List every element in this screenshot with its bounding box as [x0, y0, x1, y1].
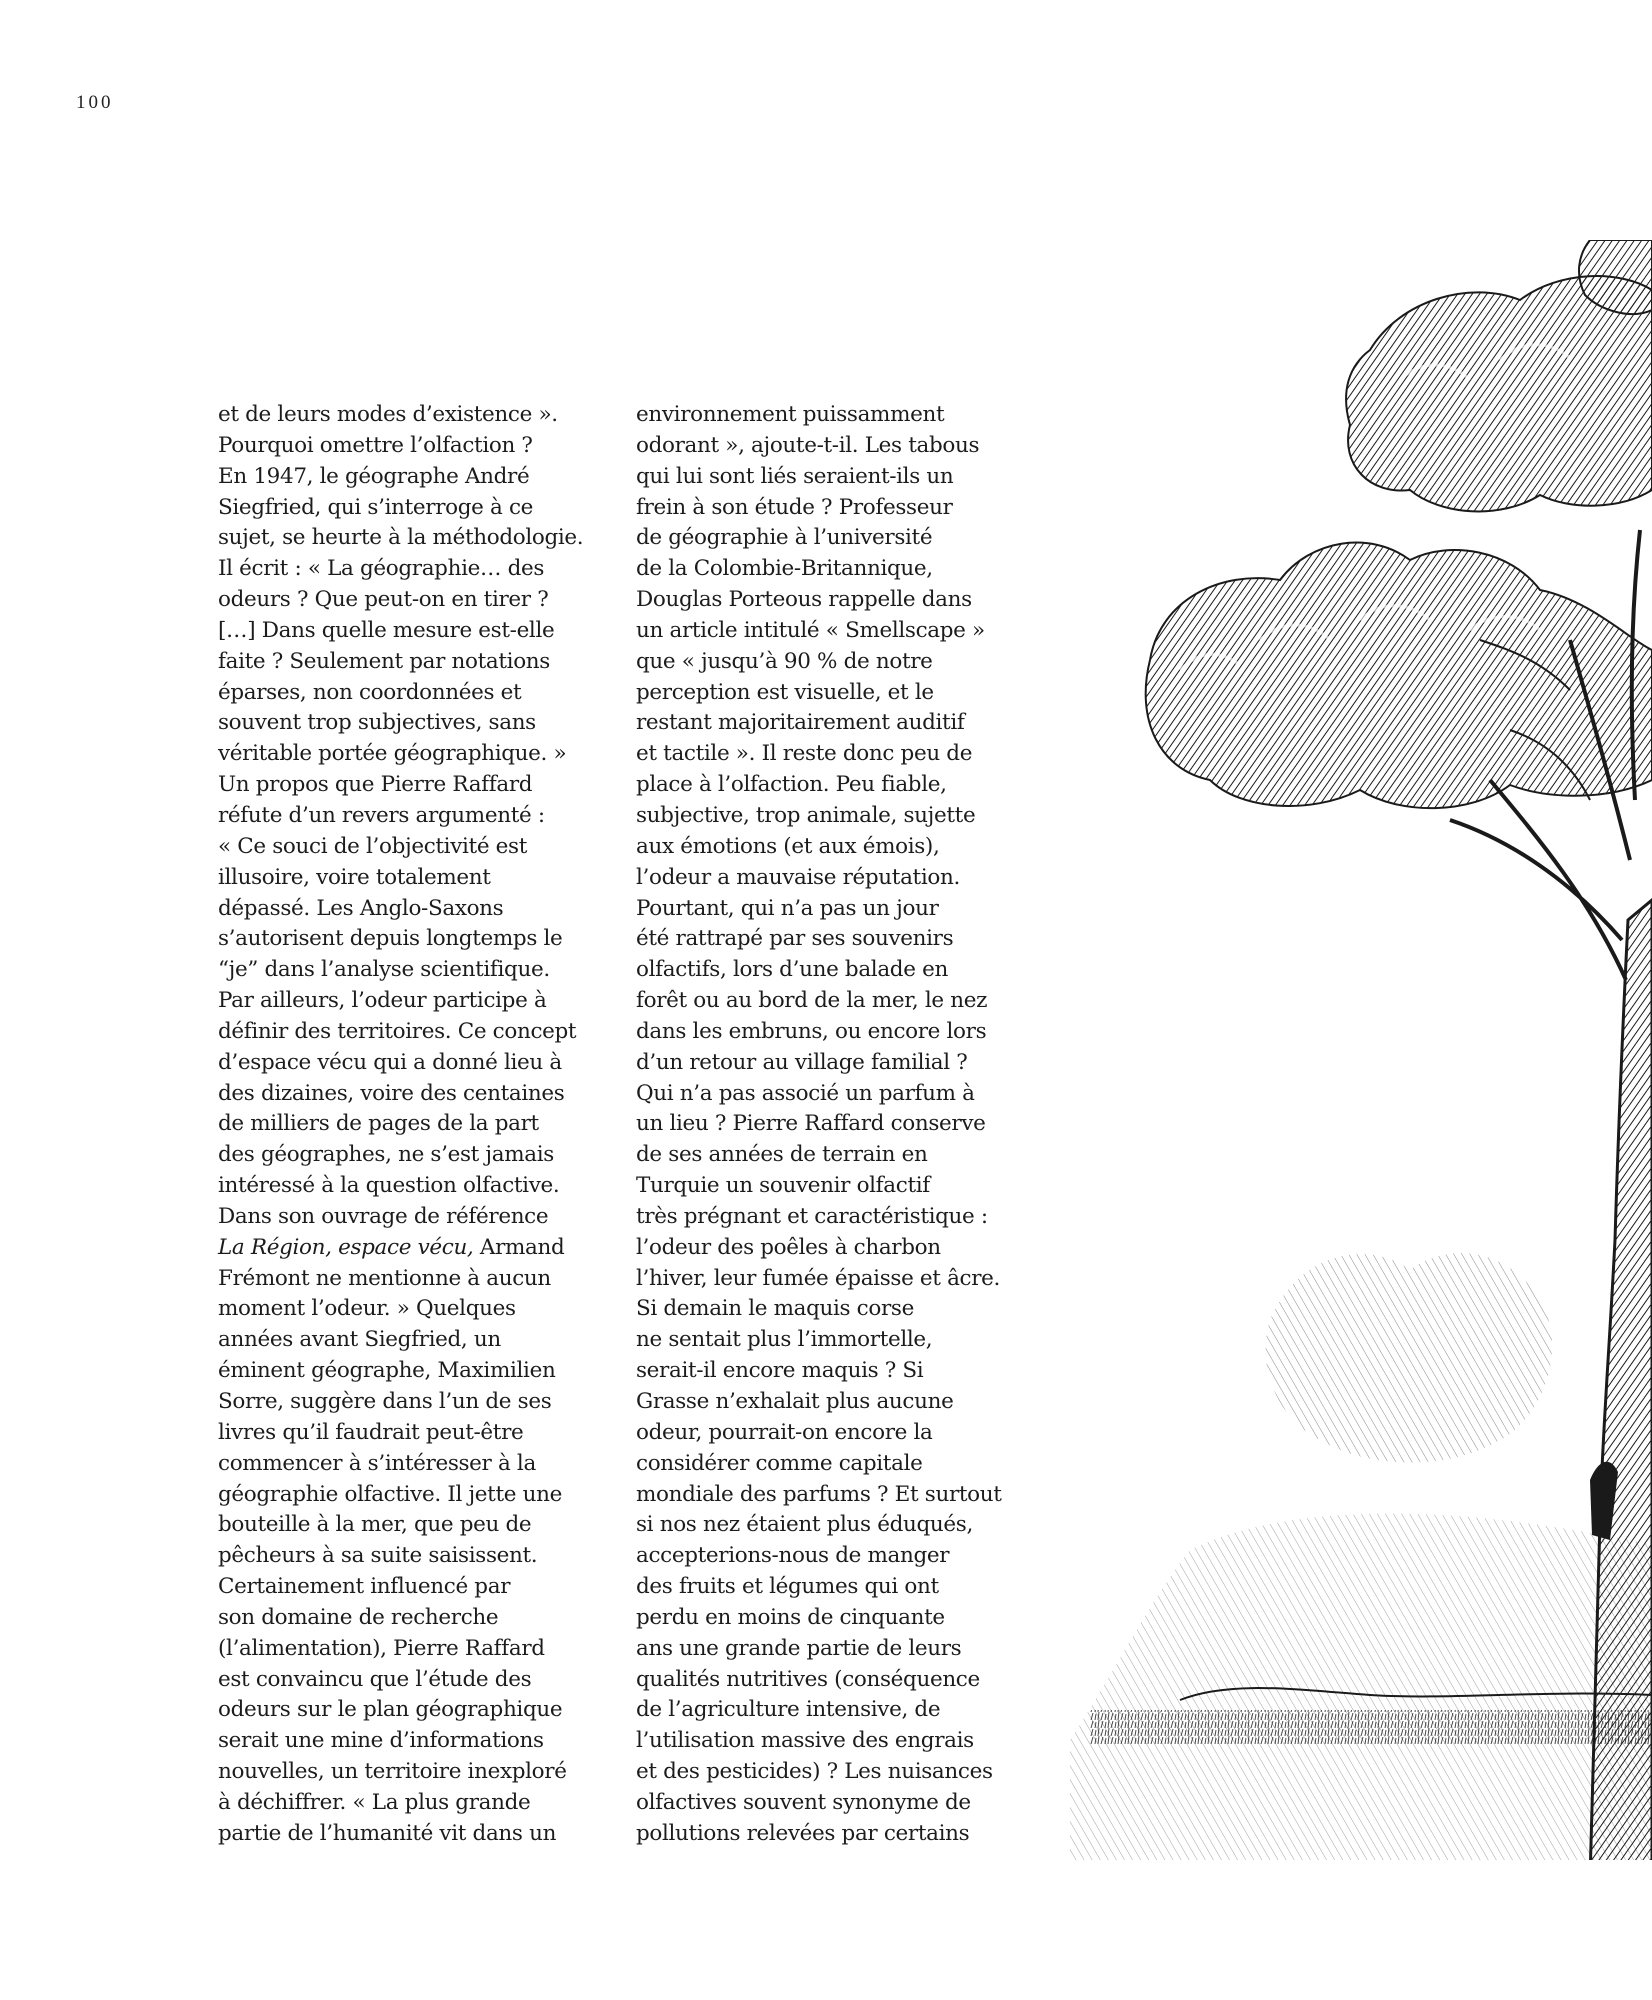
text-line: de la Colombie-Britannique, — [636, 556, 933, 582]
text-line: l’odeur des poêles à charbon — [636, 1234, 941, 1260]
text-line: place à l’olfaction. Peu fiable, — [636, 772, 947, 798]
text-line: Pourtant, qui n’a pas un jour — [636, 895, 939, 921]
text-line: odorant », ajoute-t-il. Les tabous — [636, 432, 980, 458]
text-line: été rattrapé par ses souvenirs — [636, 926, 954, 952]
text-line: si nos nez étaient plus éduqués, — [636, 1512, 973, 1538]
text-line: réfute d’un revers argumenté : — [218, 802, 545, 828]
text-line: intéressé à la question olfactive. — [218, 1173, 560, 1199]
text-line: olfactives souvent synonyme de — [636, 1789, 971, 1815]
text-line: subjective, trop animale, sujette — [636, 802, 976, 828]
text-line: accepterions-nous de manger — [636, 1543, 950, 1569]
text-line: Sorre, suggère dans l’un de ses — [218, 1389, 552, 1414]
text-line: qui lui sont liés seraient-ils un — [636, 463, 954, 489]
tree-trunk — [1590, 900, 1652, 1860]
text-line: Par ailleurs, l’odeur participe à — [218, 988, 547, 1014]
text-line: souvent trop subjectives, sans — [218, 710, 536, 736]
text-line: […] Dans quelle mesure est-elle — [218, 617, 555, 643]
text-line: considérer comme capitale — [636, 1450, 923, 1476]
text-line: ans une grande partie de leurs — [636, 1635, 962, 1661]
text-line: perception est visuelle, et le — [636, 679, 934, 705]
text-line: des fruits et légumes qui ont — [636, 1574, 939, 1600]
text-line: dans les embruns, ou encore lors — [636, 1018, 987, 1044]
text-line-with-italic-title — [218, 1233, 608, 1264]
text-line: un article intitulé « Smellscape » — [636, 617, 985, 643]
text-line: l’hiver, leur fumée épaisse et âcre. — [636, 1265, 1001, 1291]
text-line: Qui n’a pas associé un parfum à — [636, 1080, 975, 1106]
ground-hill — [1070, 1514, 1652, 1860]
text-line: géographie olfactive. Il jette une — [218, 1481, 562, 1507]
text-line: véritable portée géographique. » — [218, 741, 567, 767]
text-line: pollutions relevées par certains — [636, 1820, 970, 1846]
text-line: de milliers de pages de la part — [218, 1111, 539, 1137]
text-line: d’un retour au village familial ? — [636, 1049, 968, 1075]
text-line: restant majoritairement auditif — [636, 710, 965, 736]
text-line: environnement puissamment — [636, 402, 945, 427]
text-line: frein à son étude ? Professeur — [636, 494, 953, 520]
text-line: Grasse n’exhalait plus aucune — [636, 1389, 954, 1414]
text-line: très prégnant et caractéristique : — [636, 1203, 988, 1229]
text-line: nouvelles, un territoire inexploré — [218, 1759, 567, 1785]
text-column-left — [218, 400, 608, 1850]
text-line: “je” dans l’analyse scientifique. — [218, 957, 550, 983]
text-line: perdu en moins de cinquante — [636, 1604, 945, 1630]
text-line: odeurs sur le plan géographique — [218, 1697, 563, 1723]
text-line: pêcheurs à sa suite saisissent. — [218, 1543, 538, 1569]
pine-tree-engraving-icon — [1070, 240, 1652, 1860]
text-line: moment l’odeur. » Quelques — [218, 1296, 516, 1322]
text-line: éminent géographe, Maximilien — [218, 1358, 556, 1384]
book-title-italic: La Région, espace vécu, — [218, 1234, 474, 1260]
text-line: des dizaines, voire des centaines — [218, 1080, 565, 1106]
text-line: Dans son ouvrage de référence — [218, 1203, 549, 1229]
text-line: éparses, non coordonnées et — [218, 679, 522, 705]
text-line: commencer à s’intéresser à la — [218, 1450, 536, 1476]
text-line: définir des territoires. Ce concept — [218, 1018, 577, 1044]
text-line: qualités nutritives (conséquence — [636, 1666, 980, 1692]
canopy-upper — [1346, 276, 1652, 511]
text-line: olfactifs, lors d’une balade en — [636, 957, 948, 983]
text-line: livres qu’il faudrait peut-être — [218, 1419, 524, 1445]
text-line: illusoire, voire totalement — [218, 864, 491, 890]
text-line: l’odeur a mauvaise réputation. — [636, 864, 960, 890]
text-line: des géographes, ne s’est jamais — [218, 1142, 554, 1168]
text-line: Siegfried, qui s’interroge à ce — [218, 494, 534, 520]
text-line: odeur, pourrait-on encore la — [636, 1419, 933, 1445]
text-line: d’espace vécu qui a donné lieu à — [218, 1049, 562, 1075]
text-line: Un propos que Pierre Raffard — [218, 772, 533, 798]
text-line-rest: Armand — [473, 1234, 565, 1260]
text-line: est convaincu que l’étude des — [218, 1666, 532, 1692]
text-line: son domaine de recherche — [218, 1604, 499, 1630]
text-line: partie de l’humanité vit dans un — [218, 1820, 557, 1846]
text-line: de ses années de terrain en — [636, 1142, 928, 1168]
text-line: Frémont ne mentionne à aucun — [218, 1265, 551, 1291]
text-line: serait-il encore maquis ? Si — [636, 1358, 924, 1384]
text-line: aux émotions (et aux émois), — [636, 833, 940, 859]
text-line: Certainement influencé par — [218, 1574, 511, 1600]
page-number: 100 — [76, 92, 114, 113]
text-line: ne sentait plus l’immortelle, — [636, 1327, 933, 1353]
text-line: bouteille à la mer, que peu de — [218, 1512, 532, 1538]
text-line: de l’agriculture intensive, de — [636, 1697, 941, 1723]
text-line: mondiale des parfums ? Et surtout — [636, 1481, 1002, 1507]
text-line: Il écrit : « La géographie… des — [218, 556, 545, 582]
text-line: En 1947, le géographe André — [218, 463, 530, 489]
text-line: Turquie un souvenir olfactif — [636, 1173, 930, 1199]
text-line: faite ? Seulement par notations — [218, 648, 550, 674]
text-column-right — [636, 400, 1036, 1850]
text-line: serait une mine d’informations — [218, 1728, 544, 1754]
text-line: Si demain le maquis corse — [636, 1296, 914, 1322]
text-line: un lieu ? Pierre Raffard conserve — [636, 1111, 986, 1137]
text-line: années avant Siegfried, un — [218, 1327, 501, 1353]
text-line: odeurs ? Que peut-on en tirer ? — [218, 587, 549, 613]
text-line: et de leurs modes d’existence ». — [218, 402, 558, 427]
text-line: de géographie à l’université — [636, 525, 933, 551]
text-line: (l’alimentation), Pierre Raffard — [218, 1635, 545, 1661]
text-line: sujet, se heurte à la méthodologie. — [218, 525, 584, 551]
text-line: forêt ou au bord de la mer, le nez — [636, 988, 988, 1014]
text-line: s’autorisent depuis longtemps le — [218, 926, 563, 952]
text-line: Pourquoi omettre l’olfaction ? — [218, 432, 533, 458]
text-line: à déchiffrer. « La plus grande — [218, 1789, 531, 1815]
text-line: et tactile ». Il reste donc peu de — [636, 741, 973, 767]
text-line: « Ce souci de l’objectivité est — [218, 833, 528, 859]
text-line: et des pesticides) ? Les nuisances — [636, 1759, 993, 1785]
text-line: Douglas Porteous rappelle dans — [636, 587, 972, 613]
text-line: l’utilisation massive des engrais — [636, 1728, 974, 1754]
text-line: que « jusqu’à 90 % de notre — [636, 648, 933, 674]
canopy-lower — [1146, 543, 1652, 809]
text-line: dépassé. Les Anglo-Saxons — [218, 895, 504, 921]
